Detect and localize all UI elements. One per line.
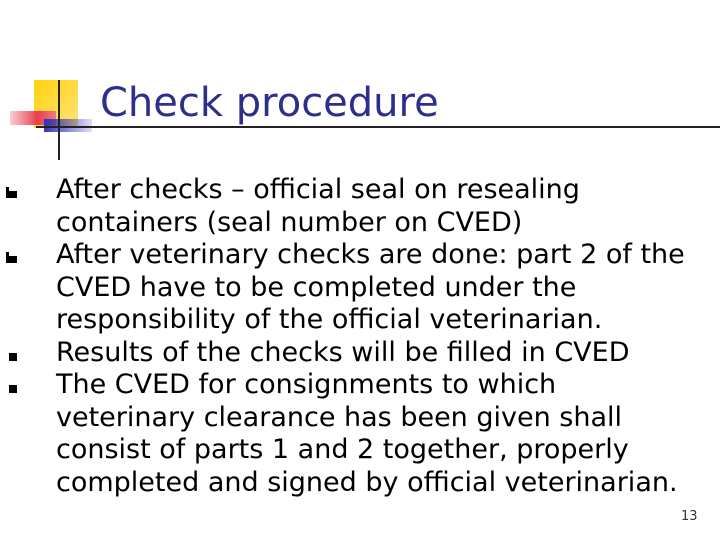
square-bullet-icon: [9, 385, 17, 393]
slide-title: Check procedure: [100, 80, 439, 126]
square-bullet-icon: [9, 353, 17, 361]
bullet-text: After checks – official seal on resealing containers (seal number on CVED): [56, 174, 580, 238]
notched-square-bullet-icon: [6, 187, 17, 198]
slide-number: 13: [681, 509, 698, 524]
bullet-item: [0, 337, 720, 370]
bullet-item: [0, 369, 720, 499]
bullet-item: [0, 239, 720, 337]
bullet-list: [0, 174, 720, 499]
vertical-rule: [58, 80, 60, 160]
bullet-item: [0, 174, 720, 239]
bullet-text: Results of the checks will be filled in CVED: [56, 336, 630, 368]
bullet-text: The CVED for consignments to which veterinary clearance has been given shall consist of parts 1 and 2 together, properly completed and signed by official veterinarian.: [56, 369, 678, 498]
notched-square-bullet-icon: [6, 252, 17, 263]
bullet-text: After veterinary checks are done: part 2 of the CVED have to be completed under the responsibility of the official veterinarian.: [56, 239, 685, 335]
blue-bar-shape: [44, 119, 92, 132]
